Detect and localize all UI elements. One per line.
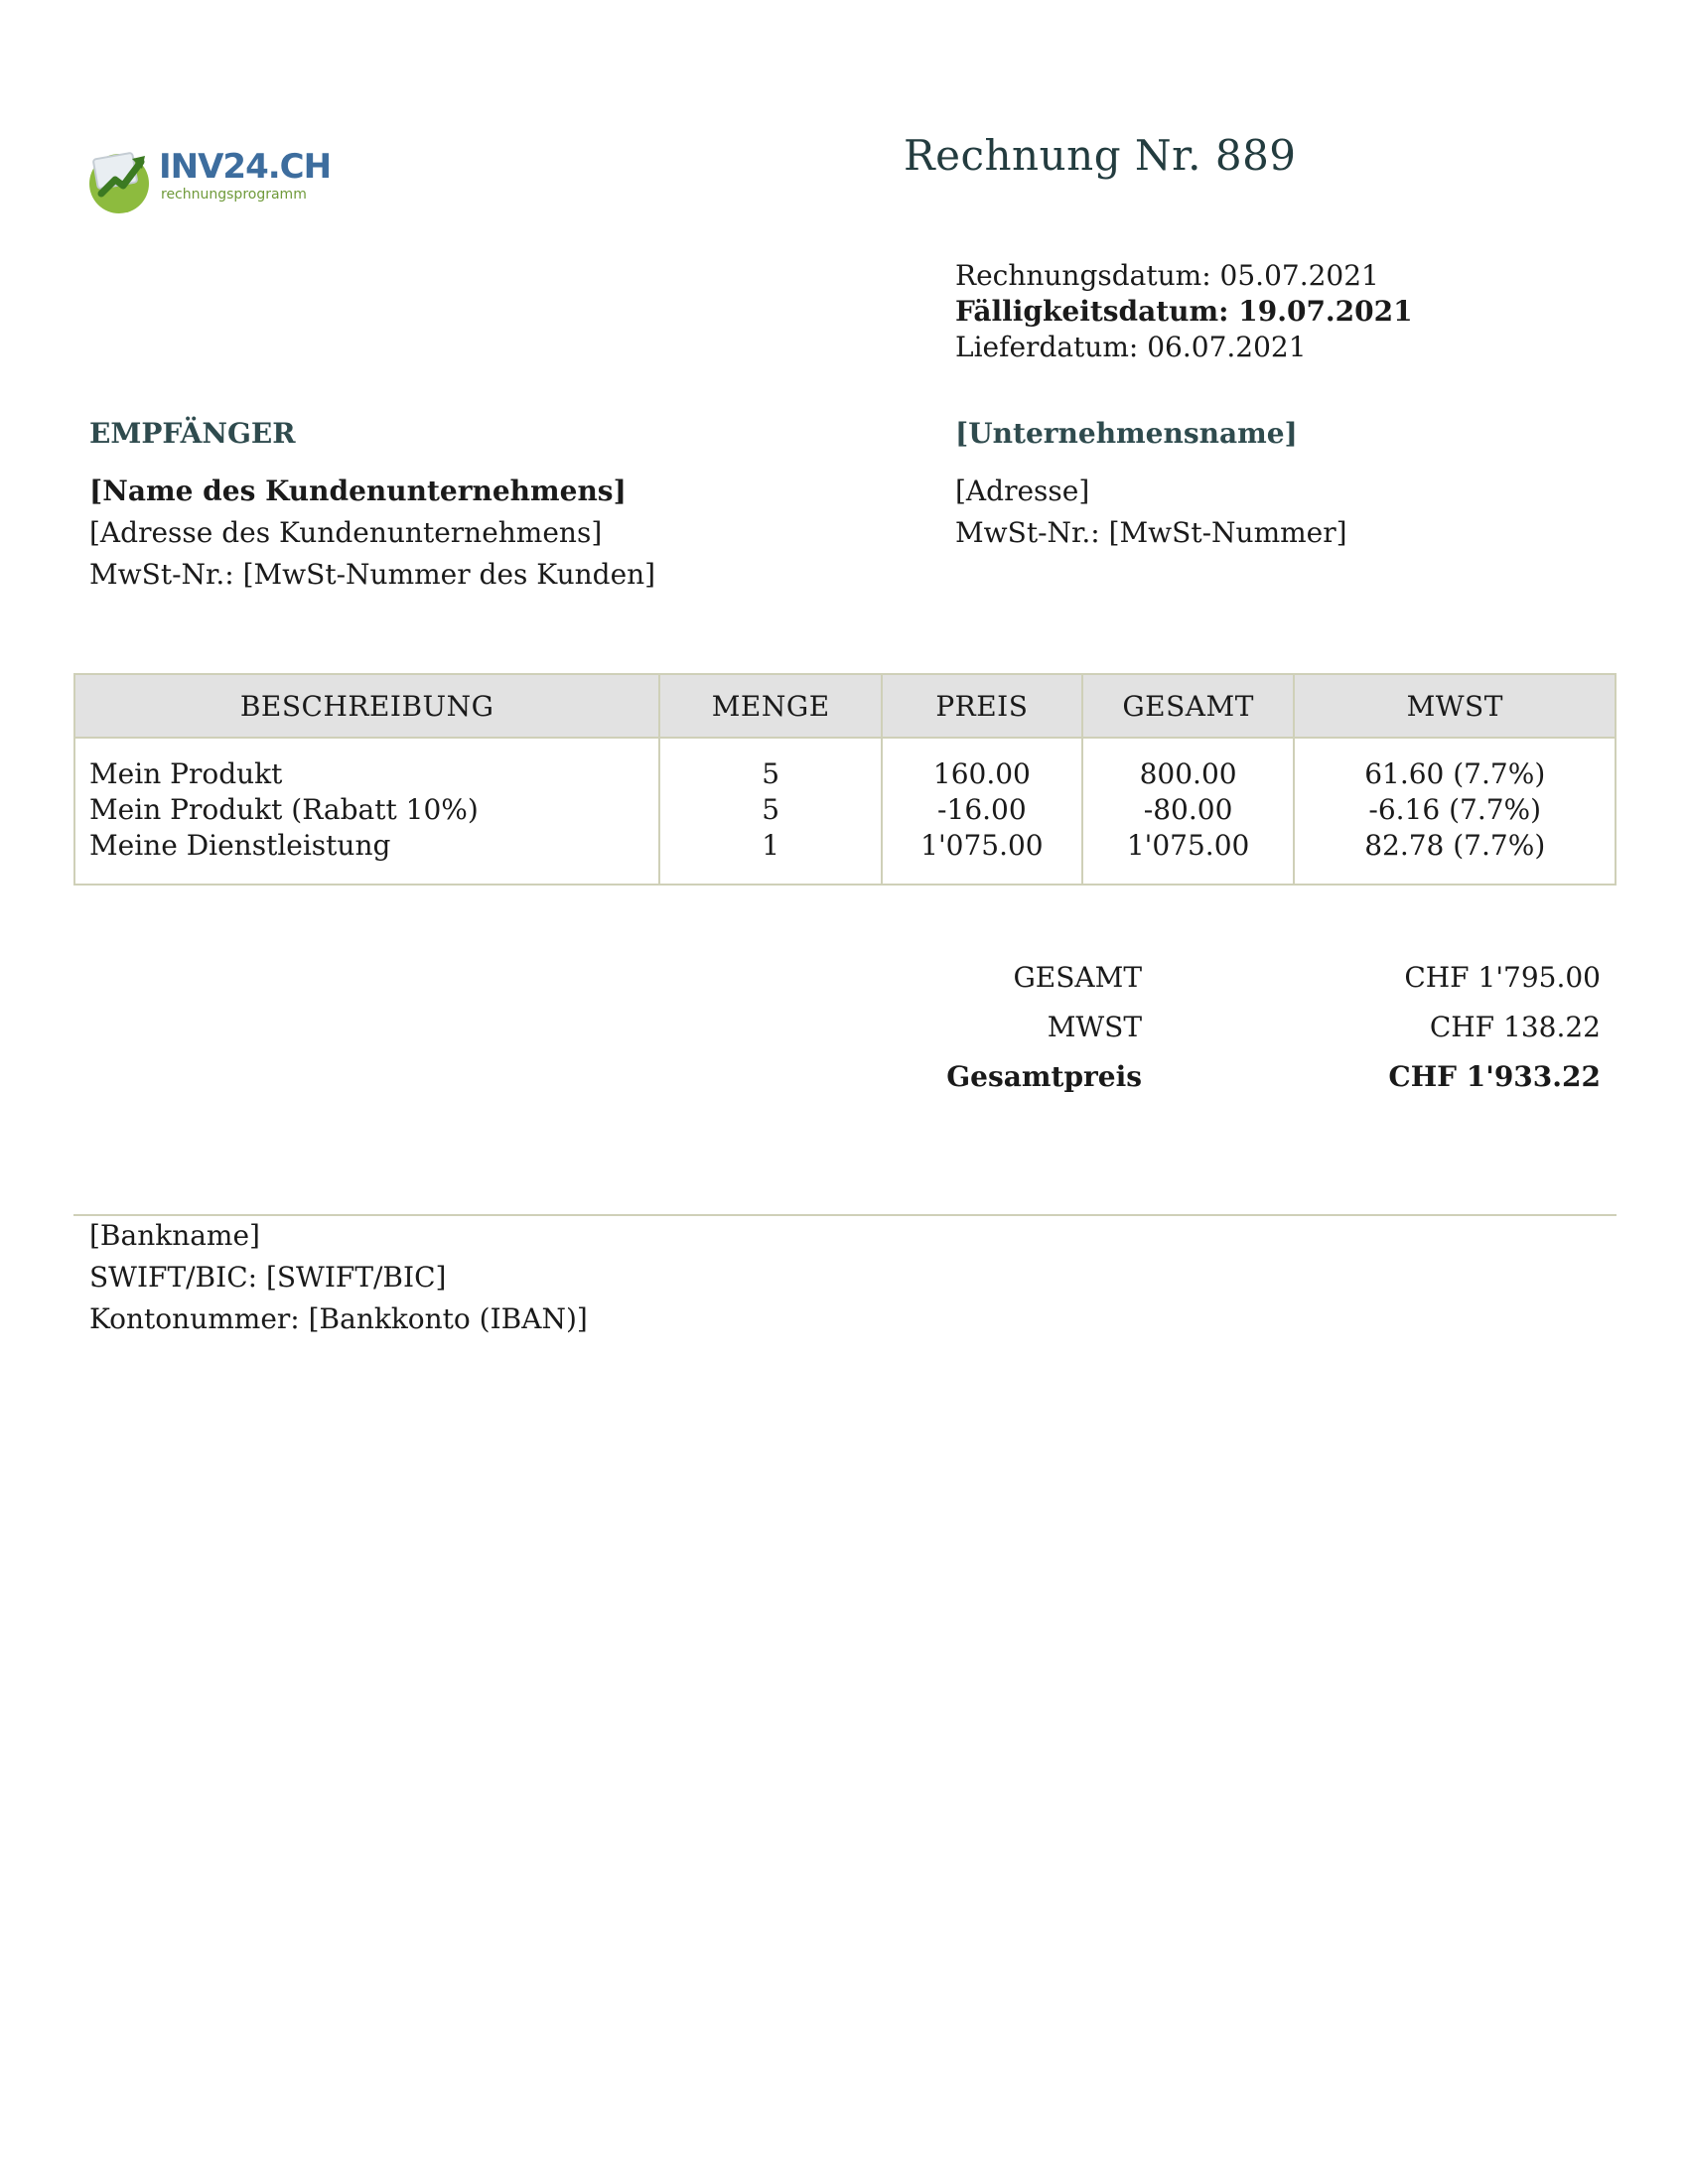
grand-total-value: CHF 1'933.22 [1388,1060,1601,1093]
item-total: 1'075.00 [1126,829,1250,862]
bank-account: Kontonummer: [Bankkonto (IBAN)] [89,1302,588,1335]
table-header-row [74,674,1616,738]
price-cell [882,738,1082,885]
item-quantity: 1 [762,829,780,862]
company-logo [85,144,332,215]
item-quantity: 5 [762,757,780,790]
item-vat: 82.78 (7.7%) [1364,829,1546,862]
column-header-description: BESCHREIBUNG [74,674,659,738]
total-cell [1082,738,1295,885]
column-header-vat: MWST [1294,674,1616,738]
vat-total-value: CHF 138.22 [1429,1011,1601,1043]
company-vat: MwSt-Nr.: [MwSt-Nummer] [955,516,1347,549]
bank-details [89,1215,588,1340]
company-address: [Adresse] [955,475,1090,507]
grand-total-label: Gesamtpreis [946,1060,1142,1093]
vat-total-row [894,1011,1601,1060]
bank-swift: SWIFT/BIC: [SWIFT/BIC] [89,1261,447,1294]
item-description: Mein Produkt [89,757,283,790]
column-header-quantity: MENGE [659,674,882,738]
invoice-date: Rechnungsdatum: 05.07.2021 [955,259,1379,292]
items-table [73,673,1617,886]
totals-block [894,961,1601,1110]
logo-subtitle: rechnungsprogramm [161,187,307,203]
description-cell [74,738,659,885]
recipient-heading: EMPFÄNGER [89,417,296,450]
logo-name: INV24.CH [159,147,332,187]
bank-name: [Bankname] [89,1219,260,1252]
subtotal-row [894,961,1601,1011]
column-header-total: GESAMT [1082,674,1295,738]
vat-cell [1294,738,1616,885]
recipient-block [89,471,655,596]
table-row [74,738,1616,885]
quantity-cell [659,738,882,885]
subtotal-value: CHF 1'795.00 [1404,961,1601,994]
item-quantity: 5 [762,793,780,826]
invoice-dates [955,258,1413,365]
item-price: -16.00 [937,793,1027,826]
item-total: -80.00 [1143,793,1233,826]
recipient-vat: MwSt-Nr.: [MwSt-Nummer des Kunden] [89,558,656,591]
delivery-date: Lieferdatum: 06.07.2021 [955,331,1307,363]
company-block [955,471,1347,554]
due-date: Fälligkeitsdatum: 19.07.2021 [955,295,1413,328]
item-vat: -6.16 (7.7%) [1368,793,1542,826]
item-description: Mein Produkt (Rabatt 10%) [89,793,479,826]
grand-total-row [894,1060,1601,1110]
recipient-name: [Name des Kundenunternehmens] [89,475,627,507]
invoice-title: Rechnung Nr. 889 [904,131,1297,180]
recipient-address: [Adresse des Kundenunternehmens] [89,516,603,549]
column-header-price: PREIS [882,674,1082,738]
item-price: 160.00 [932,757,1031,790]
company-heading: [Unternehmensname] [955,417,1298,450]
item-description: Meine Dienstleistung [89,829,391,862]
subtotal-label: GESAMT [1013,961,1142,994]
vat-total-label: MWST [1047,1011,1142,1043]
item-price: 1'075.00 [920,829,1044,862]
item-vat: 61.60 (7.7%) [1364,757,1546,790]
logo-chart-icon [85,144,157,215]
item-total: 800.00 [1139,757,1237,790]
